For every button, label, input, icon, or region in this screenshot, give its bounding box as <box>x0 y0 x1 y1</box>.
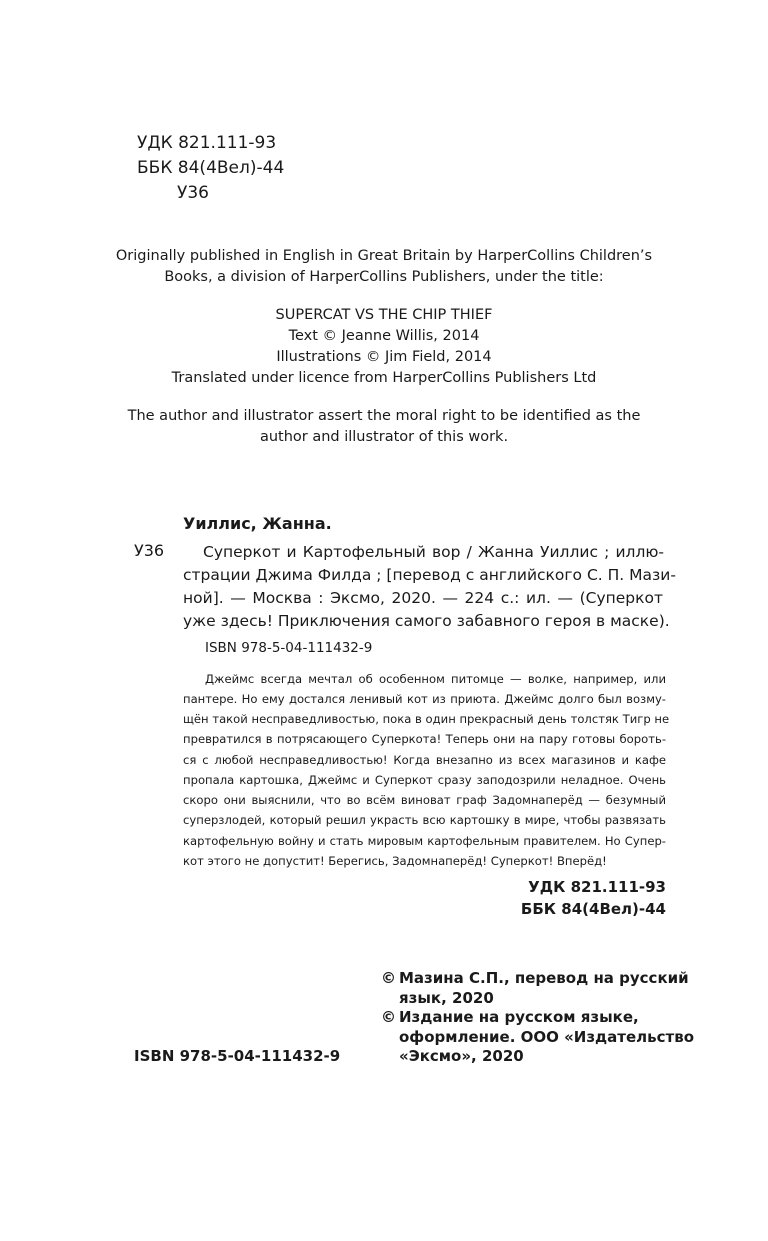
bbk-code-bottom: ББК 84(4Вел)-44 <box>520 900 666 918</box>
annotation-line: пантере. Но ему достался ленивый кот из приюта. Джеймс долго был возму- <box>183 692 666 706</box>
annotation-line: картофельную войну и стать мировым картофельным правителем. Но Супер- <box>183 834 666 848</box>
copyright-line: оформление. ООО «Издательство <box>399 1028 695 1046</box>
text-copyright: Text © Jeanne Willis, 2014 <box>288 328 480 344</box>
annotation-line: пропала картошка, Джеймс и Суперкот сразу заподозрили неладное. Очень <box>183 773 666 787</box>
udk-code-bottom: УДК 821.111-93 <box>528 878 666 896</box>
udk-code: УДК 821.111-93 <box>137 133 277 153</box>
catalog-author-heading: Уиллис, Жанна. <box>183 514 332 533</box>
original-notice-line-2: Books, a division of HarperCollins Publishers, under the title: <box>164 269 604 285</box>
original-title: SUPERCAT VS THE CHIP THIEF <box>275 307 493 323</box>
copyright-sign: © <box>381 1008 396 1026</box>
author-sign: У36 <box>177 183 209 203</box>
licence-notice: Translated under licence from HarperCollins Publishers Ltd <box>171 370 597 386</box>
copyright-line: язык, 2020 <box>399 989 494 1007</box>
bbk-code: ББК 84(4Вел)-44 <box>137 158 285 178</box>
annotation-line: ся с любой несправедливостью! Когда внезапно из всех магазинов и кафе <box>183 753 666 767</box>
annotation-line: щён такой несправедливостью, пока в один прекрасный день толстяк Тигр не <box>183 712 670 726</box>
annotation-line: скоро они выяснили, что во всём виноват граф Задомнаперёд — безумный <box>183 793 666 807</box>
catalog-line: страции Джима Филда ; [перевод с английского С. П. Мази- <box>183 566 676 584</box>
catalog-line: Суперкот и Картофельный вор / Жанна Уиллис ; иллю- <box>203 543 664 561</box>
annotation-line: превратился в потрясающего Суперкота! Теперь они на пару готовы бороть- <box>183 732 666 746</box>
annotation-line: Джеймс всегда мечтал об особенном питомце — волке, например, или <box>205 672 666 686</box>
illustrations-copyright: Illustrations © Jim Field, 2014 <box>276 349 492 365</box>
original-notice-line-1: Originally published in English in Great Britain by HarperCollins Children’s <box>115 248 653 264</box>
catalog-line: ной]. — Москва : Эксмо, 2020. — 224 с.: ил. — (Суперкот <box>183 589 663 607</box>
isbn-bottom: ISBN 978-5-04-111432-9 <box>134 1047 341 1065</box>
moral-right-line-2: author and illustrator of this work. <box>259 429 509 445</box>
catalog-line: уже здесь! Приключения самого забавного героя в маске). <box>183 612 670 630</box>
moral-right-line-1: The author and illustrator assert the moral right to be identified as the <box>127 408 641 424</box>
copyright-line: «Эксмо», 2020 <box>399 1047 524 1065</box>
annotation-line: кот этого не допустит! Берегись, Задомнаперёд! Суперкот! Вперёд! <box>183 854 607 868</box>
catalog-isbn: ISBN 978-5-04-111432-9 <box>205 640 373 656</box>
catalog-sign: У36 <box>134 541 165 560</box>
copyright-line: Издание на русском языке, <box>399 1008 639 1026</box>
annotation-line: суперзлодей, который решил украсть всю картошку в мире, чтобы развязать <box>183 813 666 827</box>
copyright-sign: © <box>381 969 396 987</box>
copyright-line: Мазина С.П., перевод на русский <box>399 969 689 987</box>
